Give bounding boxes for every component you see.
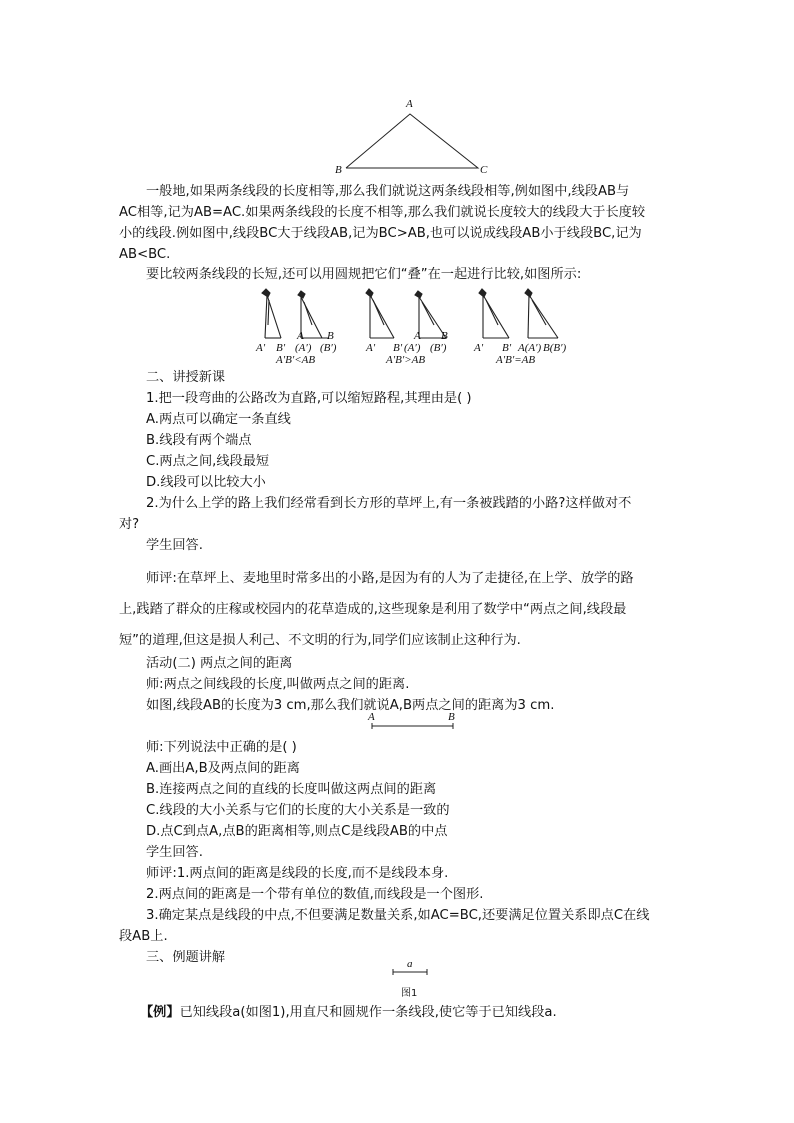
q3-option-d: D.点C到点A,点B的距离相等,则点C是线段AB的中点 [146, 824, 448, 839]
g1-caption: A′B′<AB [276, 354, 316, 366]
segment-a-label: a [407, 958, 413, 970]
q1-option-d: D.线段可以比较大小 [146, 475, 266, 490]
g3-label-a1: A′ [474, 342, 484, 354]
q3-option-c: C.线段的大小关系与它们的长度的大小关系是一致的 [146, 803, 450, 818]
example-line [140, 1005, 557, 1021]
teacher-comment-1-line1: 师评:在草坪上、麦地里时常多出的小路,是因为有的人为了走捷径,在上学、放学的路 [146, 571, 634, 586]
para2: 要比较两条线段的长短,还可以用圆规把它们“叠”在一起进行比较,如图所示: [146, 267, 582, 282]
para1-line1: 一般地,如果两条线段的长度相等,那么我们就说这两条线段相等,例如图中,线段AB与 [146, 184, 630, 199]
g1-label-b2: (B′) [320, 342, 337, 354]
teacher-comment-2-point3-line1: 3.确定某点是线段的中点,不但要满足数量关系,如AC=BC,还要满足位置关系即点C在线 [146, 908, 650, 923]
segment-label-b: B [448, 711, 455, 723]
g2-label-a2: (A′) [404, 342, 421, 354]
example-tag: 【例】 [140, 1005, 180, 1020]
section-2-heading: 二、讲授新课 [146, 370, 226, 385]
g1-label-a1: A′ [256, 342, 266, 354]
g2-label-a: A [414, 330, 421, 342]
q1-option-c: C.两点之间,线段最短 [146, 454, 270, 469]
teacher-comment-2-point2: 2.两点间的距离是一个带有单位的数值,而线段是一个图形. [146, 887, 484, 902]
g3-label-ab: A(A′) [518, 342, 542, 354]
activity-2-heading: 活动(二) 两点之间的距离 [146, 656, 293, 671]
vertex-label-b: B [335, 164, 342, 176]
q3-option-b: B.连接两点之间的直线的长度叫做这两点间的距离 [146, 782, 437, 797]
q2-line1: 2.为什么上学的路上我们经常看到长方形的草坪上,有一条被践踏的小路?这样做对不 [146, 496, 632, 511]
g1-label-b: B [327, 330, 334, 342]
g2-label-b2: (B′) [430, 342, 447, 354]
g2-label-b1: B′ [393, 342, 403, 354]
g2-label-a1: A′ [366, 342, 376, 354]
para1-line4: AB<BC. [119, 247, 171, 262]
para1-line2: AC相等,记为AB=AC.如果两条线段的长度不相等,那么我们就说长度较大的线段大于长度较 [119, 205, 646, 220]
q1-option-b: B.线段有两个端点 [146, 433, 252, 448]
distance-definition: 师:两点之间线段的长度,叫做两点之间的距离. [146, 677, 410, 692]
g2-label-b: B [441, 330, 448, 342]
vertex-label-a: A [406, 98, 413, 110]
teacher-comment-1-line2: 上,践踏了群众的庄稼或校园内的花草造成的,这些现象是利用了数学中“两点之间,线段最 [119, 602, 627, 617]
vertex-label-c: C [480, 164, 488, 176]
q1-option-a: A.两点可以确定一条直线 [146, 412, 291, 427]
segment-label-a: A [368, 711, 375, 723]
g1-label-b1: B′ [276, 342, 286, 354]
q1-stem: 1.把一段弯曲的公路改为直路,可以缩短路程,其理由是( ) [146, 391, 472, 406]
figure-1-caption: 图1 [401, 988, 418, 999]
student-answer-2: 学生回答. [146, 845, 203, 860]
teacher-comment-1-line3: 短”的道理,但这是损人利己、不文明的行为,同学们应该制止这种行为. [119, 633, 521, 648]
g3-label-b1: B′ [502, 342, 512, 354]
teacher-comment-2-point3-line2: 段AB上. [119, 929, 168, 944]
g3-caption: A′B′=AB [496, 354, 536, 366]
g3-label-bb: B(B′) [543, 342, 567, 354]
q3-option-a: A.画出A,B及两点间的距离 [146, 761, 300, 776]
g1-label-a2: (A′) [295, 342, 312, 354]
q3-stem: 师:下列说法中正确的是( ) [146, 740, 297, 755]
g1-label-a: A [297, 330, 304, 342]
section-3-heading: 三、例题讲解 [146, 950, 226, 965]
para1-line3: 小的线段.例如图中,线段BC大于线段AB,记为BC>AB,也可以说成线段AB小于线段BC,记为 [119, 226, 642, 241]
q2-line2: 对? [119, 517, 140, 532]
student-answer-1: 学生回答. [146, 538, 203, 553]
g2-caption: A′B′>AB [386, 354, 426, 366]
distance-example: 如图,线段AB的长度为3 cm,那么我们就说A,B两点之间的距离为3 cm. [146, 698, 555, 713]
teacher-comment-2-point1: 师评:1.两点间的距离是线段的长度,而不是线段本身. [146, 866, 449, 881]
example-text: 已知线段a(如图1),用直尺和圆规作一条线段,使它等于已知线段a. [179, 1005, 557, 1020]
